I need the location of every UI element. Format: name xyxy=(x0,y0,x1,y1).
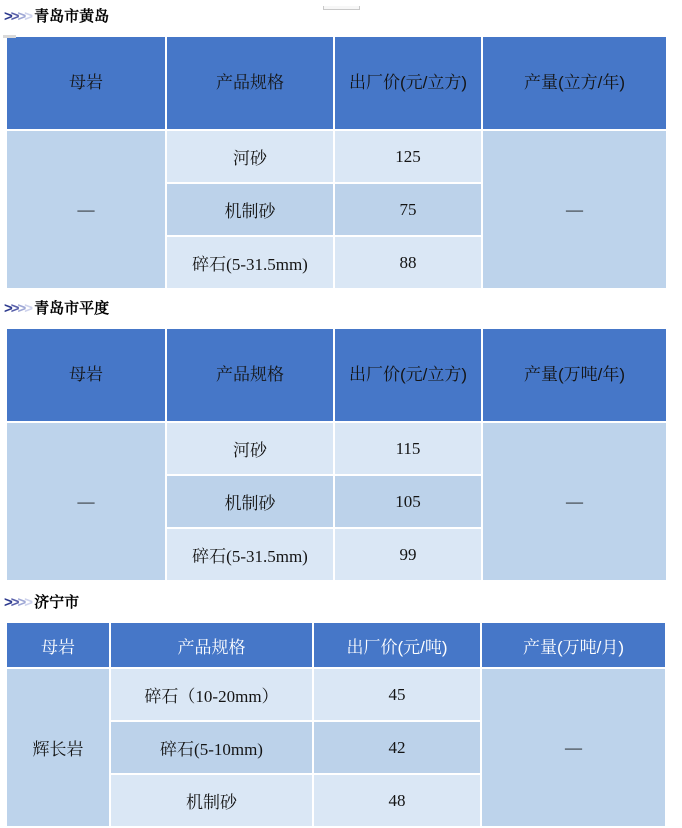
cell-price: 99 xyxy=(335,529,481,580)
cell-spec: 河砂 xyxy=(167,423,333,474)
chevron-right-icon: > xyxy=(10,8,20,25)
cell-price: 105 xyxy=(335,476,481,527)
chevron-right-icon: > xyxy=(4,300,13,317)
section-heading-pingdu xyxy=(4,298,682,320)
price-table-jining xyxy=(5,621,667,828)
cell-output: — xyxy=(483,423,666,580)
table-header-row xyxy=(7,623,665,667)
chevron-right-icon: > xyxy=(24,8,34,25)
price-table-pingdu xyxy=(5,327,668,582)
chevron-right-icon: > xyxy=(10,300,20,317)
header-product-spec: 产品规格 xyxy=(111,623,312,667)
header-exfactory-price: 出厂价(元/立方) xyxy=(335,329,481,421)
chevron-right-icon: > xyxy=(4,594,13,611)
cell-price: 42 xyxy=(314,722,480,773)
chevron-right-icon: > xyxy=(4,8,13,25)
header-output: 产量(万吨/月) xyxy=(482,623,665,667)
section-title: 青岛市黄岛 xyxy=(34,8,110,25)
chevron-right-icon: > xyxy=(17,300,27,317)
table-header-row xyxy=(7,329,666,421)
header-mother-rock: 母岩 xyxy=(7,37,165,129)
chevron-right-icon: > xyxy=(17,594,27,611)
cell-mother-rock: — xyxy=(7,423,165,580)
header-output: 产量(立方/年) xyxy=(483,37,666,129)
cell-spec: 河砂 xyxy=(167,131,333,182)
price-table-huangdao xyxy=(5,35,668,290)
cell-mother-rock: — xyxy=(7,131,165,288)
cell-spec: 机制砂 xyxy=(167,476,333,527)
section-heading-jining xyxy=(4,592,682,614)
table-row xyxy=(7,669,665,720)
cell-output: — xyxy=(482,669,665,826)
header-output: 产量(万吨/年) xyxy=(483,329,666,421)
chevron-right-icon: > xyxy=(24,594,34,611)
cropped-widget-fragment xyxy=(323,6,360,10)
section-title: 济宁市 xyxy=(34,594,80,611)
cell-price: 115 xyxy=(335,423,481,474)
header-product-spec: 产品规格 xyxy=(167,329,333,421)
small-gray-underline xyxy=(3,35,16,38)
cell-spec: 机制砂 xyxy=(167,184,333,235)
header-exfactory-price: 出厂价(元/立方) xyxy=(335,37,481,129)
cell-price: 48 xyxy=(314,775,480,826)
cell-spec: 碎石(5-31.5mm) xyxy=(167,529,333,580)
cell-price: 88 xyxy=(335,237,481,288)
cell-mother-rock: 辉长岩 xyxy=(7,669,109,826)
cell-output: — xyxy=(483,131,666,288)
header-product-spec: 产品规格 xyxy=(167,37,333,129)
header-exfactory-price: 出厂价(元/吨) xyxy=(314,623,480,667)
cell-spec: 机制砂 xyxy=(111,775,312,826)
header-mother-rock: 母岩 xyxy=(7,623,109,667)
cell-price: 75 xyxy=(335,184,481,235)
chevron-right-icon: > xyxy=(17,8,27,25)
cell-price: 45 xyxy=(314,669,480,720)
table-header-row xyxy=(7,37,666,129)
cell-spec: 碎石（10-20mm） xyxy=(111,669,312,720)
chevron-right-icon: > xyxy=(24,300,34,317)
header-mother-rock: 母岩 xyxy=(7,329,165,421)
section-title: 青岛市平度 xyxy=(34,300,110,317)
cell-spec: 碎石(5-10mm) xyxy=(111,722,312,773)
table-row xyxy=(7,423,666,474)
cell-price: 125 xyxy=(335,131,481,182)
cell-spec: 碎石(5-31.5mm) xyxy=(167,237,333,288)
table-row xyxy=(7,131,666,182)
chevron-right-icon: > xyxy=(10,594,20,611)
